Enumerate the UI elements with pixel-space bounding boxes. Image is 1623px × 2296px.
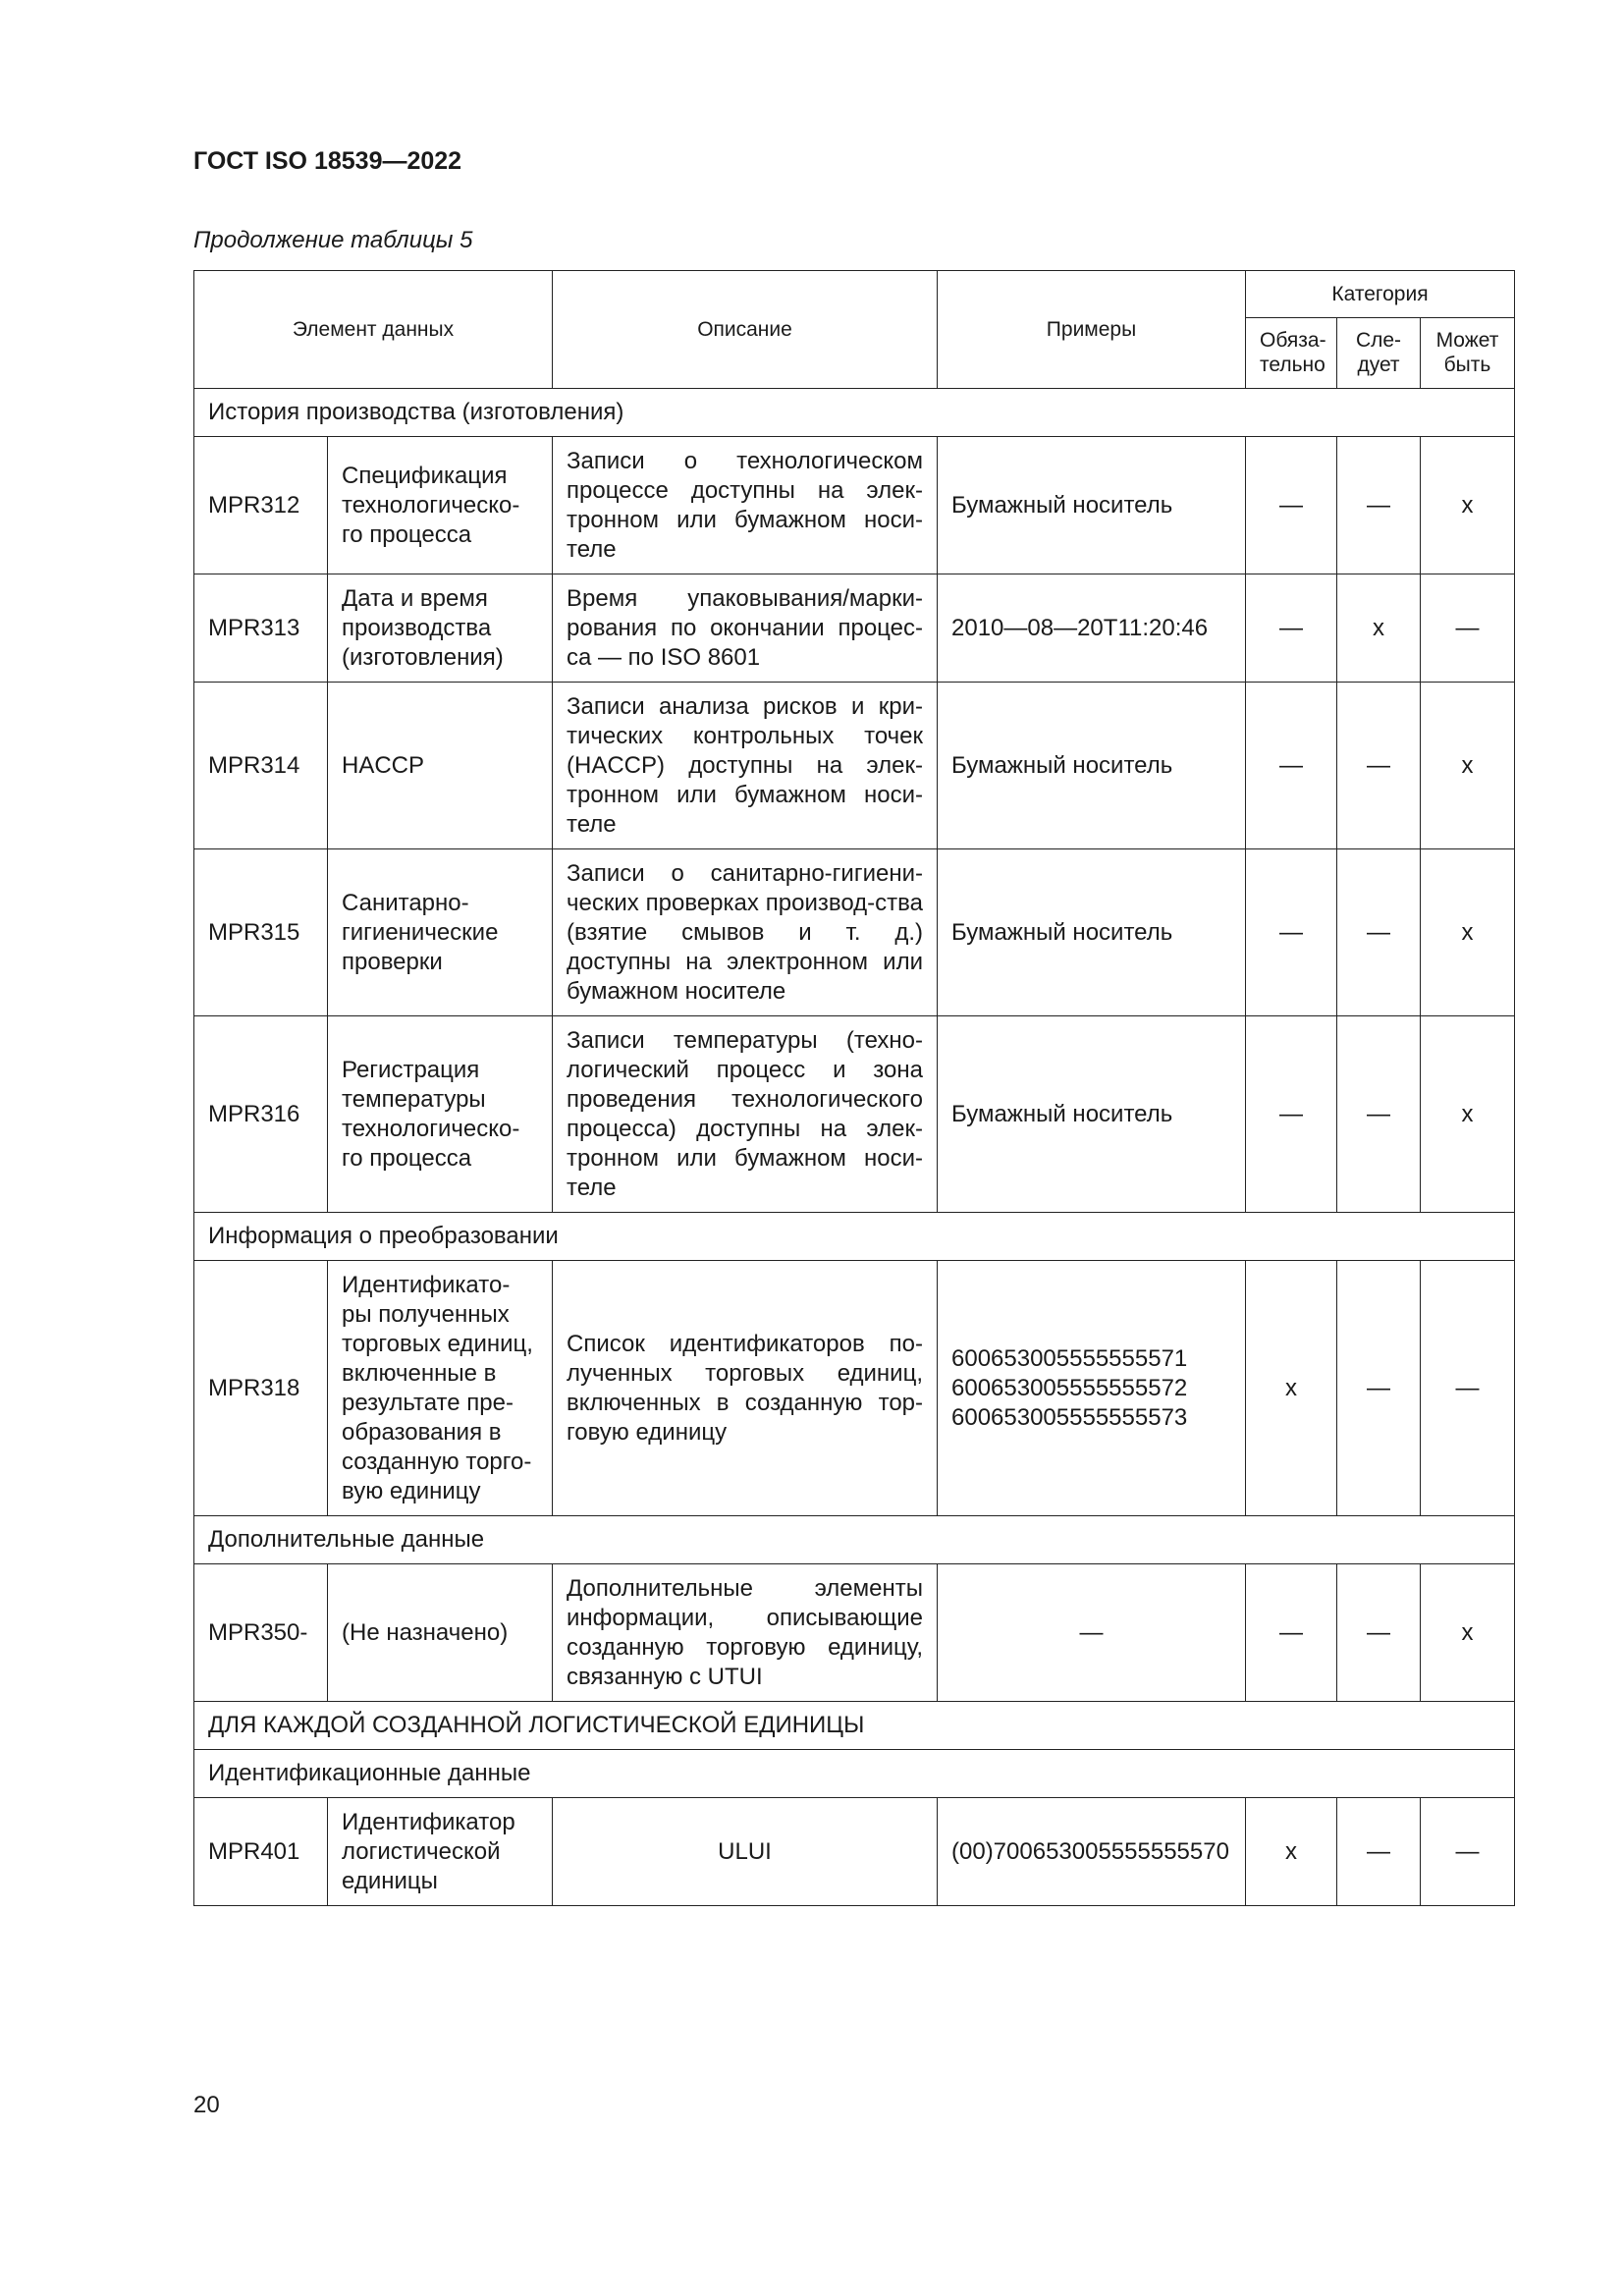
should-mark: —: [1337, 1016, 1421, 1213]
table-row: [194, 1798, 1515, 1906]
should-mark: x: [1337, 574, 1421, 683]
element-example: Бумажный носитель: [938, 1016, 1246, 1213]
section-row: [194, 1213, 1515, 1261]
mandatory-mark: —: [1246, 437, 1337, 574]
element-code: MPR312: [194, 437, 328, 574]
section-title: ДЛЯ КАЖДОЙ СОЗДАННОЙ ЛОГИСТИЧЕСКОЙ ЕДИНИЦЫ: [194, 1702, 1515, 1750]
header-category: Категория: [1246, 271, 1515, 318]
may-mark: x: [1421, 1016, 1515, 1213]
table-row: [194, 849, 1515, 1016]
element-code: MPR318: [194, 1261, 328, 1516]
element-code: MPR315: [194, 849, 328, 1016]
should-mark: —: [1337, 1261, 1421, 1516]
table-row: [194, 1564, 1515, 1702]
element-description: Записи о технологическом процессе доступны на элек-тронном или бумажном носи-теле: [553, 437, 938, 574]
element-code: MPR314: [194, 683, 328, 849]
element-example: Бумажный носитель: [938, 683, 1246, 849]
element-example: 2010—08—20T11:20:46: [938, 574, 1246, 683]
element-code: MPR401: [194, 1798, 328, 1906]
section-title: Дополнительные данные: [194, 1516, 1515, 1564]
should-mark: —: [1337, 683, 1421, 849]
mandatory-mark: —: [1246, 574, 1337, 683]
element-description: Дополнительные элементы информации, описывающие созданную торговую единицу, связанную с UTUI: [553, 1564, 938, 1702]
section-row: [194, 1702, 1515, 1750]
may-mark: —: [1421, 1798, 1515, 1906]
element-description: ULUI: [553, 1798, 938, 1906]
element-code: MPR350-: [194, 1564, 328, 1702]
element-name: Идентификатор логистической единицы: [328, 1798, 553, 1906]
element-description: Записи анализа рисков и кри-тических контрольных точек (HACCP) доступны на элек-тронном или бумажном носи-теле: [553, 683, 938, 849]
table-row: [194, 683, 1515, 849]
element-example: (00)700653005555555570: [938, 1798, 1246, 1906]
document-title: ГОСТ ISO 18539—2022: [193, 147, 462, 175]
element-description: Записи температуры (техно-логический процесс и зона проведения технологического процесса) доступны на элек-тронном или бумажном носи-теле: [553, 1016, 938, 1213]
table-row: [194, 1016, 1515, 1213]
may-mark: x: [1421, 849, 1515, 1016]
element-name: Регистрация температуры технологическо- го процесса: [328, 1016, 553, 1213]
header-may: Может быть: [1421, 317, 1515, 388]
header-mandatory: Обяза- тельно: [1246, 317, 1337, 388]
table-caption: Продолжение таблицы 5: [193, 227, 473, 253]
element-name: Санитарно- гигиенические проверки: [328, 849, 553, 1016]
may-mark: —: [1421, 574, 1515, 683]
element-name: HACCP: [328, 683, 553, 849]
element-code: MPR316: [194, 1016, 328, 1213]
mandatory-mark: —: [1246, 1564, 1337, 1702]
mandatory-mark: x: [1246, 1798, 1337, 1906]
element-description: Время упаковывания/марки-рования по окончании процес-са — по ISO 8601: [553, 574, 938, 683]
section-title: История производства (изготовления): [194, 389, 1515, 437]
section-row: [194, 1750, 1515, 1798]
element-example: 600653005555555571 600653005555555572 600653005555555573: [938, 1261, 1246, 1516]
section-title: Информация о преобразовании: [194, 1213, 1515, 1261]
element-example: Бумажный носитель: [938, 849, 1246, 1016]
should-mark: —: [1337, 1798, 1421, 1906]
page-number: 20: [193, 2092, 220, 2118]
should-mark: —: [1337, 849, 1421, 1016]
table-row: [194, 1261, 1515, 1516]
element-name: Спецификация технологическо- го процесса: [328, 437, 553, 574]
table-row: [194, 574, 1515, 683]
may-mark: x: [1421, 1564, 1515, 1702]
section-row: [194, 1516, 1515, 1564]
may-mark: x: [1421, 683, 1515, 849]
section-row: [194, 389, 1515, 437]
should-mark: —: [1337, 437, 1421, 574]
element-name: (Не назначено): [328, 1564, 553, 1702]
header-should: Сле- дует: [1337, 317, 1421, 388]
mandatory-mark: —: [1246, 849, 1337, 1016]
may-mark: —: [1421, 1261, 1515, 1516]
element-description: Записи о санитарно-гигиени-ческих проверках производ-ства (взятие смывов и т. д.) доступны на электронном или бумажном носителе: [553, 849, 938, 1016]
element-code: MPR313: [194, 574, 328, 683]
mandatory-mark: x: [1246, 1261, 1337, 1516]
element-name: Идентификато- ры полученных торговых единиц, включенные в результате пре- образования в созданную торго- вую единицу: [328, 1261, 553, 1516]
should-mark: —: [1337, 1564, 1421, 1702]
element-example: Бумажный носитель: [938, 437, 1246, 574]
table-row: [194, 437, 1515, 574]
spec-table: [193, 270, 1515, 1906]
may-mark: x: [1421, 437, 1515, 574]
mandatory-mark: —: [1246, 1016, 1337, 1213]
element-name: Дата и время производства (изготовления): [328, 574, 553, 683]
header-element: Элемент данных: [194, 271, 553, 389]
element-description: Список идентификаторов по-лученных торговых единиц, включенных в созданную тор-говую единицу: [553, 1261, 938, 1516]
header-examples: Примеры: [938, 271, 1246, 389]
element-example: —: [938, 1564, 1246, 1702]
header-description: Описание: [553, 271, 938, 389]
mandatory-mark: —: [1246, 683, 1337, 849]
section-title: Идентификационные данные: [194, 1750, 1515, 1798]
